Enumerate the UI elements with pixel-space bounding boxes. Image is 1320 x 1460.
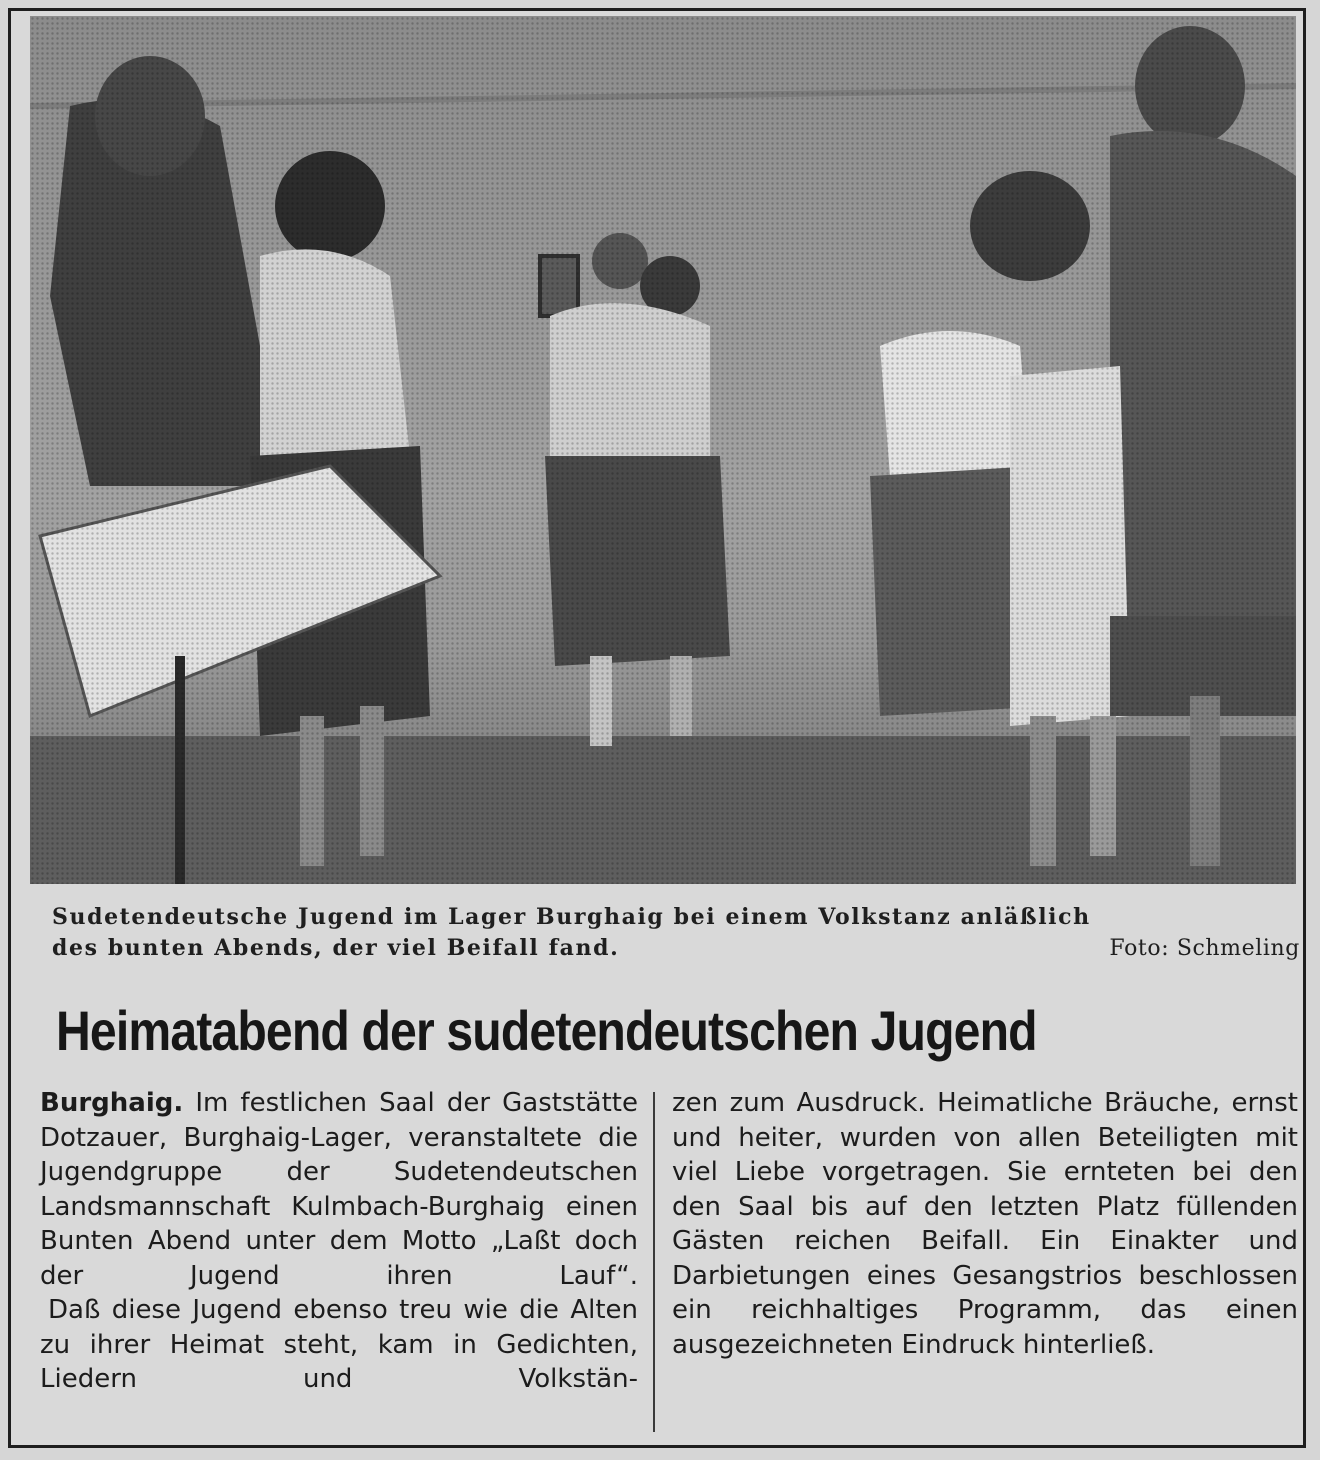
photo-dancers: [30, 16, 1296, 884]
article-paragraph-1: [40, 1086, 638, 1293]
caption-line-1: Sudetendeutsche Jugend im Lager Burghaig bei einem Volkstanz anläßlich: [52, 904, 1091, 930]
article-headline: Heimatabend der sudetendeutschen Jugend: [56, 999, 1037, 1062]
article-column-right: [672, 1086, 1298, 1362]
caption-line-2-row: [52, 933, 1300, 964]
photo-credit: Foto: Schmeling: [1109, 936, 1300, 961]
caption-line-2: des bunten Abends, der viel Beifall fand.: [52, 935, 620, 961]
article-column-left: [40, 1086, 638, 1397]
photo-caption: [52, 902, 1300, 964]
article-paragraph-2: Daß diese Jugend ebenso treu wie die Alten zu ihrer Heimat steht, kam in Gedichten, Liedern und Volkstän-: [40, 1295, 638, 1394]
column-divider: [653, 1092, 655, 1432]
photo-illustration: [30, 16, 1296, 884]
article-dateline: Burghaig.: [40, 1088, 184, 1118]
article-paragraph-3: zen zum Ausdruck. Heimatliche Bräuche, ernst und heiter, wurden von allen Beteiligten mit viel Liebe vorgetragen. Sie ernteten bei den den Saal bis auf den letzten Platz füllenden Gästen reichen Beifall. Ein Einakter und Darbietungen eines Gesangstrios beschlossen ein reichhaltiges Programm, das einen ausgezeichneten Eindruck hinterließ.: [672, 1088, 1298, 1360]
article-paragraph-1-text: Im festlichen Saal der Gaststätte Dotzauer, Burghaig-Lager, veranstaltete die Jugendgruppe der Sudetendeutschen Landsmannschaft Kulmbach-Burghaig einen Bunten Abend unter dem Motto „Laßt doch der Jugend ihren Lauf“.: [40, 1088, 638, 1291]
